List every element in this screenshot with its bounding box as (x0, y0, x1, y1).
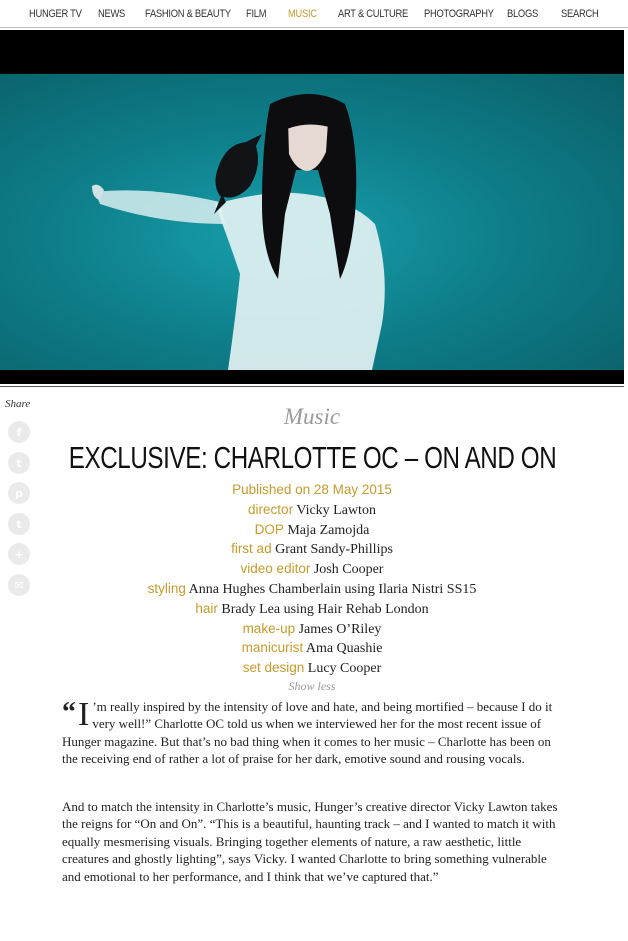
show-less-toggle[interactable]: Show less (288, 679, 336, 693)
article-headline: EXCLUSIVE: CHARLOTTE OC – ON AND ON (68, 440, 557, 475)
nav-photography[interactable]: PHOTOGRAPHY (424, 8, 494, 20)
video-scene-illustration (0, 74, 624, 370)
pinterest-icon[interactable]: p (8, 482, 30, 504)
email-icon[interactable]: ✉ (8, 574, 30, 596)
add-icon[interactable]: + (8, 543, 30, 565)
tumblr-icon[interactable]: t (8, 513, 30, 535)
credit-line: styling Anna Hughes Chamberlain using Ilaria Nistri SS15 (147, 580, 477, 597)
nav-hunger-tv[interactable]: HUNGER TV (29, 8, 82, 20)
nav-fashion-beauty[interactable]: FASHION & BEAUTY (145, 8, 231, 20)
credit-line: set design Lucy Cooper (242, 660, 382, 677)
article-paragraph (62, 798, 562, 885)
video-still (0, 74, 624, 370)
dropcap: I (78, 696, 90, 733)
paragraph-text: And to match the intensity in Charlotte’s music, Hunger’s creative director Vicky Lawton takes the reigns for “On and On”. “This is a beautiful, haunting track – and I wanted to match it with equally mesmerising visuals. Bringing together elements of nature, a raw aesthetic, little creatures and ghostly lighting”, says Vicky. I wanted Charlotte to bring something vulnerable and emotional to her performance, and I think that we’ve captured that.” (62, 799, 558, 884)
nav-art-culture[interactable]: ART & CULTURE (338, 8, 408, 20)
credit-line: hair Brady Lea using Hair Rehab London (195, 600, 429, 617)
credit-line: director Vicky Lawton (248, 501, 376, 518)
credit-line: video editor Josh Cooper (240, 561, 384, 578)
share-label: Share (5, 398, 31, 410)
section-label[interactable]: Music (283, 404, 341, 429)
nav-film[interactable]: FILM (246, 8, 267, 20)
nav-blogs[interactable]: BLOGS (507, 8, 538, 20)
top-navigation (0, 0, 628, 28)
paragraph-text: ’m really inspired by the intensity of love and hate, and being mortified – because I do it very well!” Charlotte OC told us when we interviewed her for the most recent issue of Hunger magazine. But that’s no bad thing when it comes to her music – Charlotte has been on the receiving end of rather a lot of praise for her dark, emotive sound and rousing vocals. (62, 699, 553, 767)
credit-line: first ad Grant Sandy-Phillips (231, 541, 393, 558)
credit-line: make-up James O’Riley (242, 620, 382, 637)
video-player[interactable] (0, 30, 624, 384)
divider (0, 386, 624, 387)
published-date: Published on 28 May 2015 (232, 482, 392, 497)
nav-music[interactable]: MUSIC (288, 8, 317, 20)
credit-line: manicurist Ama Quashie (241, 640, 383, 657)
twitter-icon[interactable]: t (8, 452, 30, 474)
article-paragraph (62, 698, 562, 768)
facebook-icon[interactable]: f (8, 421, 30, 443)
credits-block (0, 480, 624, 678)
nav-search[interactable]: SEARCH (561, 8, 599, 20)
quote-mark: “ (62, 697, 76, 728)
nav-news[interactable]: NEWS (98, 8, 126, 20)
credit-line: DOP Maja Zamojda (254, 521, 370, 538)
